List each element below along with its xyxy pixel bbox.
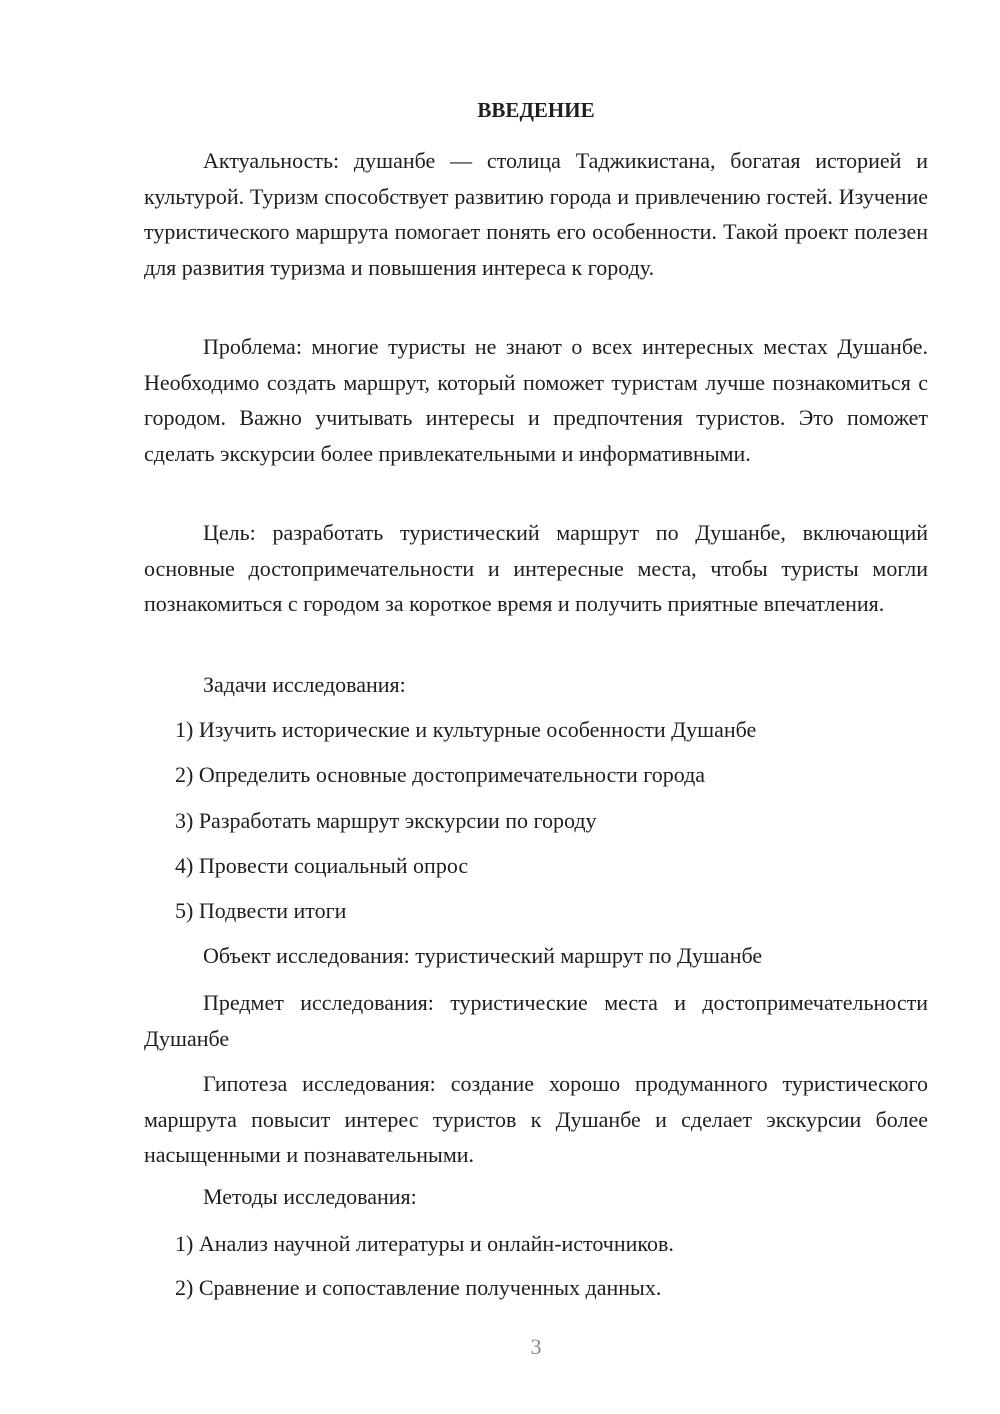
object-line: Объект исследования: туристический маршрут по Душанбе <box>203 943 763 968</box>
task-item: 2) Определить основные достопримечательности города <box>175 762 706 787</box>
method-item: 1) Анализ научной литературы и онлайн-источников. <box>175 1231 674 1256</box>
section-title: ВВЕДЕНИЕ <box>477 98 595 122</box>
subject-paragraph: Предмет исследования: туристические места и достопримечательности Душанбе <box>144 990 928 1051</box>
goal-paragraph: Цель: разработать туристический маршрут по Душанбе, включающий основные достопримечательности и интересные места, чтобы туристы могли познакомиться с городом за короткое время и получить приятные впечатления. <box>144 520 928 616</box>
task-item: 3) Разработать маршрут экскурсии по городу <box>175 808 597 833</box>
method-item: 2) Сравнение и сопоставление полученных данных. <box>175 1275 662 1300</box>
task-item: 1) Изучить исторические и культурные особенности Душанбе <box>175 717 757 742</box>
relevance-paragraph: Актуальность: душанбе — столица Таджикистана, богатая историей и культурой. Туризм способствует развитию города и привлечению гостей. Изучение туристического маршрута помогает понять его особенности. Такой проект полезен для развития туризма и повышения интереса к городу. <box>144 148 928 280</box>
page-number: 3 <box>530 1334 542 1359</box>
tasks-heading: Задачи исследования: <box>203 672 406 697</box>
hypothesis-paragraph: Гипотеза исследования: создание хорошо продуманного туристического маршрута повысит интерес туристов к Душанбе и сделает экскурсии более насыщенными и познавательными. <box>144 1071 928 1167</box>
task-item: 5) Подвести итоги <box>175 898 347 923</box>
task-item: 4) Провести социальный опрос <box>175 853 469 878</box>
problem-paragraph: Проблема: многие туристы не знают о всех интересных местах Душанбе. Необходимо создать маршрут, который поможет туристам лучше познакомиться с городом. Важно учитывать интересы и предпочтения туристов. Это поможет сделать экскурсии более привлекательными и информативными. <box>144 334 928 466</box>
methods-heading: Методы исследования: <box>203 1184 417 1209</box>
